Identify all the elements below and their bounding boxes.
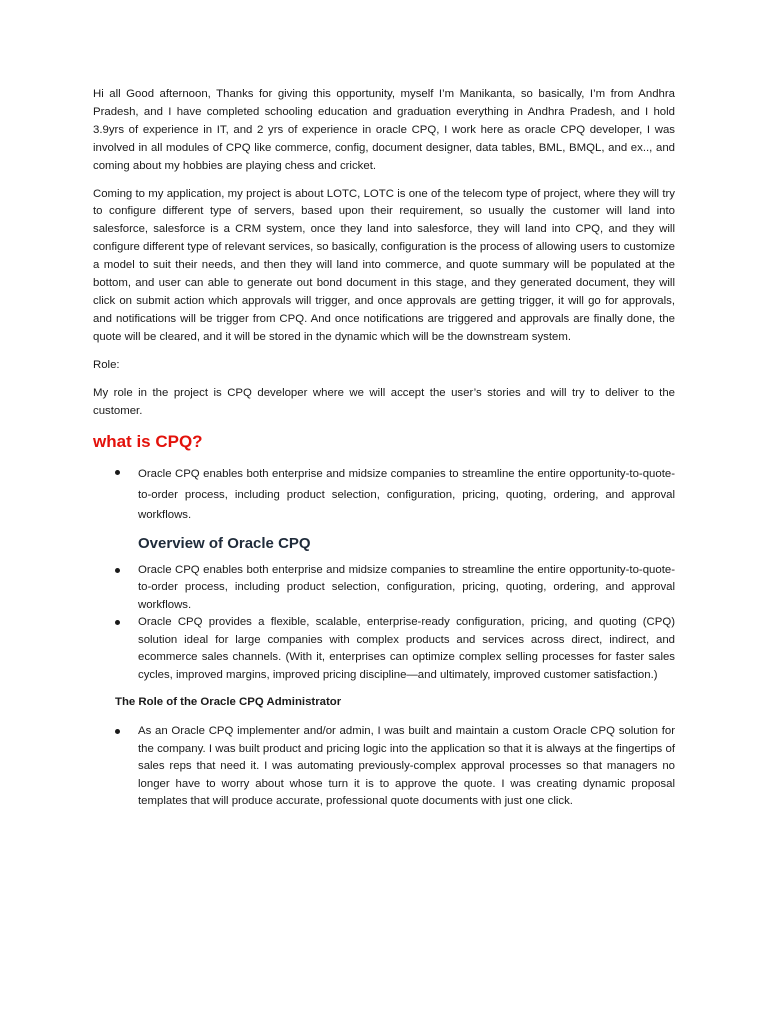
list-item [138,614,675,684]
role-paragraph: My role in the project is CPQ developer where we will accept the user’s stories and will try to deliver to the customer. [93,386,675,417]
admin-role-list [93,723,675,811]
list-item-text: Oracle CPQ enables both enterprise and midsize companies to streamline the entire opportunity-to-quote-to-order process, including product selection, configuration, pricing, quoting, ordering, and approval workflows. [138,468,675,522]
bullet-icon [115,620,120,625]
overview-list [93,562,675,685]
bullet-icon [115,470,120,475]
overview-heading: Overview of Oracle CPQ [138,534,311,552]
list-item [138,562,675,615]
admin-role-heading: The Role of the Oracle CPQ Administrator [115,696,342,709]
list-item-text: Oracle CPQ provides a flexible, scalable, enterprise-ready configuration, pricing, and quoting (CPQ) solution ideal for large companies with complex products and services across direct, indirect, and ecommerce sales channels. (With it, enterprises can optimize complex selling processes for faster sales cycles, improved margins, improved pricing discipline—and ultimately, improved customer satisfaction.) [138,616,675,681]
role-label: Role: [93,358,120,371]
bullet-icon [115,568,120,573]
list-item [138,464,675,526]
project-paragraph: Coming to my application, my project is about LOTC, LOTC is one of the telecom type of project, where they will try to configure different type of servers, based upon their requirement, so usually the customer will land into salesforce, salesforce is a CRM system, once they land into salesforce, they will land into CPQ, and they will configure different type of relevant services, so basically, configuration is the process of allowing users to customize a model to suit their needs, and then they will land into commerce, and quote summary will be populated at the bottom, and user can able to generate out bond document in this stage, and they generated document, they will click on submit action which approvals will trigger, and once approvals are getting trigger, it will go for approvals, and notifications will be trigger from CPQ. And once notifications are triggered and approvals are finally done, the quote will be cleared, and it will be stored in the dynamic which will be the downstream system. [93,187,675,343]
what-is-cpq-heading: what is CPQ? [93,432,203,452]
bullet-icon [115,729,120,734]
what-is-cpq-list [93,464,675,526]
list-item-text: As an Oracle CPQ implementer and/or admin, I was built and maintain a custom Oracle CPQ solution for the company. I was built product and pricing logic into the application so that it is always at the fingertips of sales reps that need it. I was automating previously-complex approval processes so that managers no longer have to worry about whose turn it is to approve the quote. I was creating dynamic proposal templates that will produce accurate, professional quote documents with just one click. [138,725,675,808]
document-page [93,86,675,811]
list-item-text: Oracle CPQ enables both enterprise and midsize companies to streamline the entire opportunity-to-quote-to-order process, including product selection, configuration, pricing, quoting, ordering, and approval workflows. [138,563,675,611]
intro-paragraph: Hi all Good afternoon, Thanks for giving this opportunity, myself I’m Manikanta, so basically, I’m from Andhra Pradesh, and I have completed schooling education and graduation everything in Andhra Pradesh, and I hold 3.9yrs of experience in IT, and 2 yrs of experience in oracle CPQ, I work here as oracle CPQ developer, I was involved in all modules of CPQ like commerce, config, document designer, data tables, BML, BMQL, and ex.., and coming about my hobbies are playing chess and cricket. [93,88,675,172]
list-item [138,723,675,811]
